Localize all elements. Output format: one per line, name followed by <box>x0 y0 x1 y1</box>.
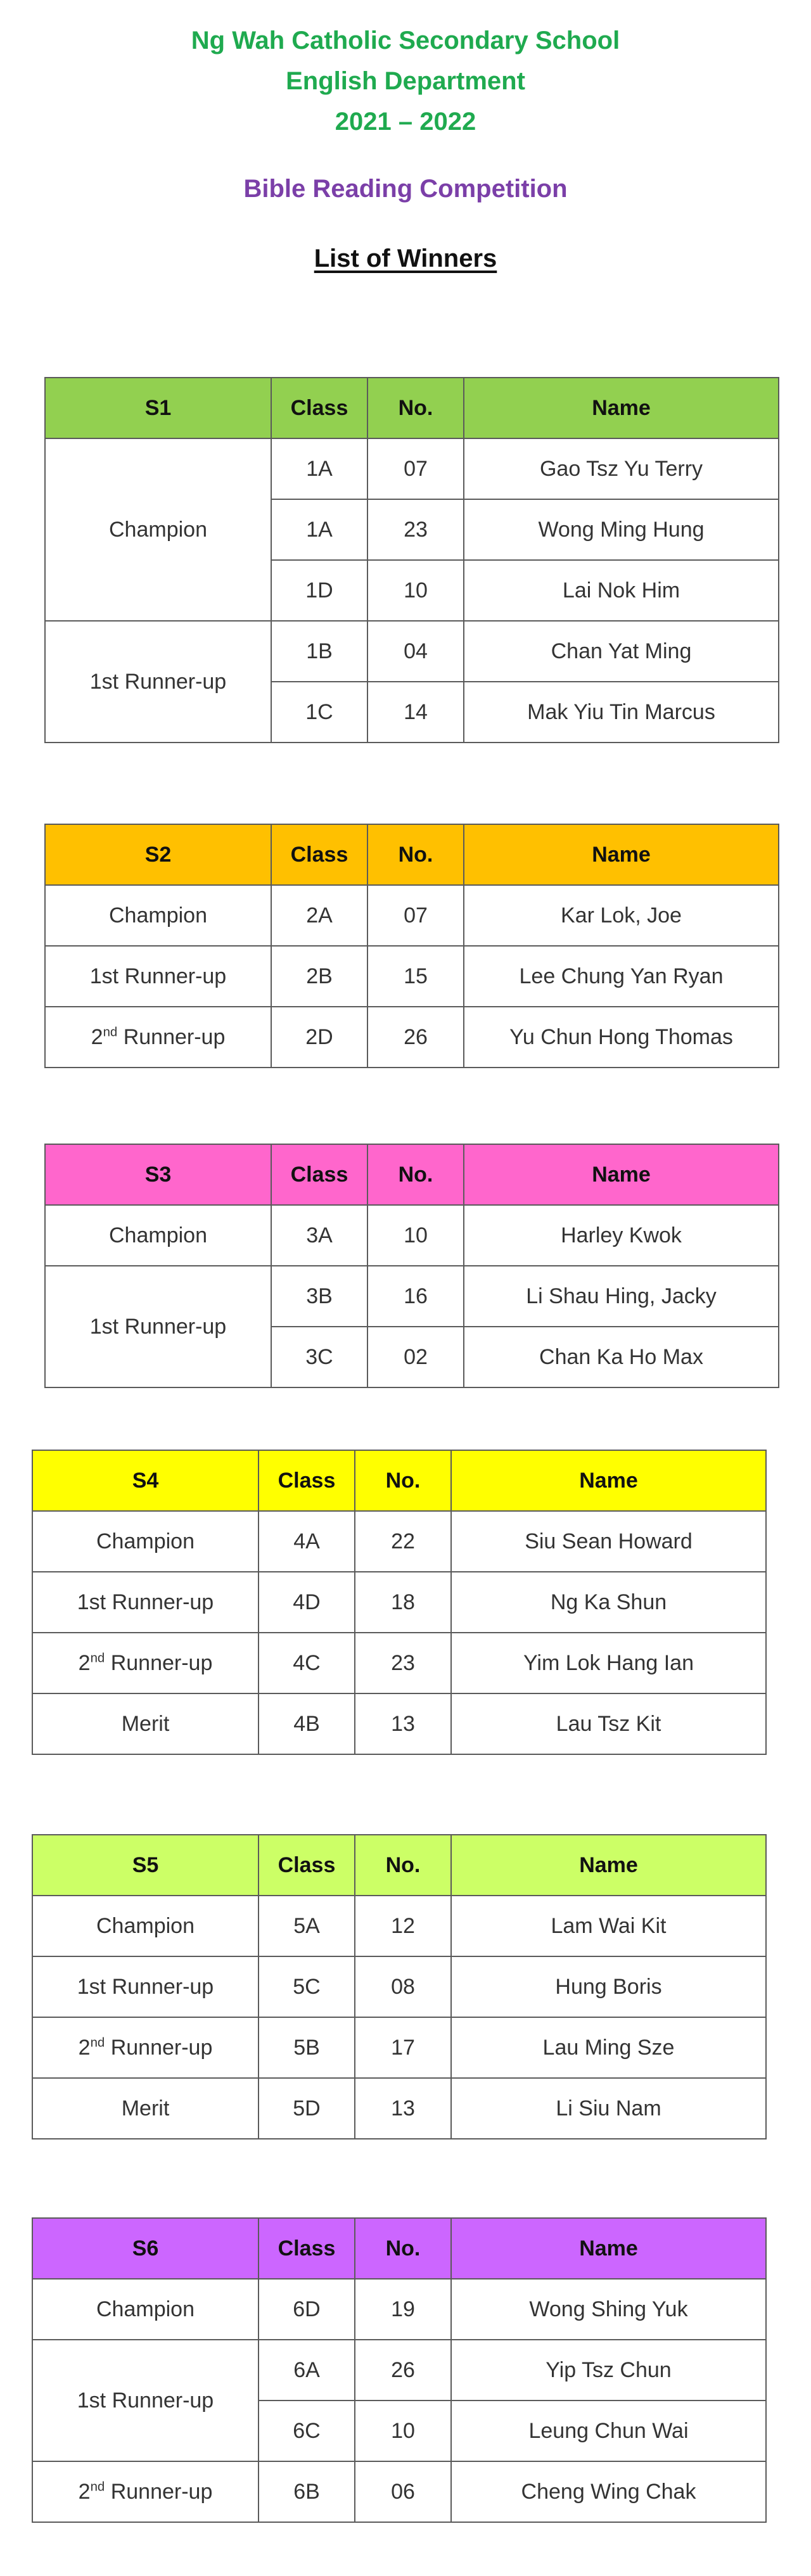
school-name: Ng Wah Catholic Secondary School <box>191 27 620 54</box>
name-cell: Lee Chung Yan Ryan <box>464 946 779 1007</box>
class-cell: 4B <box>259 1693 355 1754</box>
winners-table-s6 <box>32 2217 767 2523</box>
award-suffix: nd <box>90 2480 105 2494</box>
table-row <box>32 2461 766 2522</box>
table-row <box>32 1511 766 1572</box>
no-cell: 10 <box>367 1205 464 1266</box>
class-header: Class <box>259 1835 355 1896</box>
school-year: 2021 – 2022 <box>335 108 476 136</box>
table-header-row <box>45 378 779 438</box>
table-row <box>32 2078 766 2139</box>
class-header: Class <box>259 1450 355 1511</box>
table-row <box>45 1205 779 1266</box>
name-cell: Harley Kwok <box>464 1205 779 1266</box>
table-row <box>32 1572 766 1633</box>
table-row <box>45 1266 779 1327</box>
table-row <box>45 621 779 682</box>
table-row <box>32 2279 766 2340</box>
class-cell: 5D <box>259 2078 355 2139</box>
class-cell: 2B <box>271 946 367 1007</box>
award-cell: Champion <box>45 438 271 621</box>
class-cell: 4D <box>259 1572 355 1633</box>
winners-table-s2 <box>44 824 779 1068</box>
no-cell: 13 <box>355 1693 451 1754</box>
table-row <box>32 1633 766 1693</box>
name-cell: Yu Chun Hong Thomas <box>464 1007 779 1068</box>
no-header: No. <box>355 1450 451 1511</box>
competition-title: Bible Reading Competition <box>243 175 568 203</box>
class-cell: 6B <box>259 2461 355 2522</box>
name-cell: Lam Wai Kit <box>451 1896 766 1956</box>
form-header: S1 <box>45 378 271 438</box>
class-cell: 5A <box>259 1896 355 1956</box>
class-cell: 3B <box>271 1266 367 1327</box>
department-name: English Department <box>286 67 525 95</box>
no-header: No. <box>355 2218 451 2279</box>
name-header: Name <box>464 378 779 438</box>
class-cell: 3A <box>271 1205 367 1266</box>
winners-table-s1 <box>44 377 779 743</box>
name-cell: Wong Shing Yuk <box>451 2279 766 2340</box>
award-number: 2 <box>78 2035 91 2060</box>
class-cell: 1B <box>271 621 367 682</box>
no-cell: 19 <box>355 2279 451 2340</box>
award-cell: Champion <box>45 1205 271 1266</box>
no-cell: 15 <box>367 946 464 1007</box>
class-header: Class <box>271 378 367 438</box>
award-suffix: nd <box>103 1025 118 1040</box>
name-header: Name <box>464 1144 779 1205</box>
award-text: Runner-up <box>117 1024 226 1049</box>
no-cell: 22 <box>355 1511 451 1572</box>
class-header: Class <box>271 824 367 885</box>
award-cell: 1st Runner-up <box>45 1266 271 1387</box>
no-cell: 13 <box>355 2078 451 2139</box>
name-cell: Mak Yiu Tin Marcus <box>464 682 779 743</box>
award-number: 2 <box>78 1650 91 1675</box>
no-cell: 16 <box>367 1266 464 1327</box>
no-header: No. <box>355 1835 451 1896</box>
winners-table-s3 <box>44 1144 779 1388</box>
winners-table-s5 <box>32 1834 767 2139</box>
no-cell: 14 <box>367 682 464 743</box>
no-cell: 26 <box>355 2340 451 2401</box>
class-cell: 5B <box>259 2017 355 2078</box>
class-cell: 6C <box>259 2401 355 2461</box>
award-cell: Champion <box>32 1511 259 1572</box>
award-number: 2 <box>78 2479 91 2504</box>
name-header: Name <box>451 1835 766 1896</box>
class-cell: 3C <box>271 1327 367 1387</box>
name-header: Name <box>451 2218 766 2279</box>
no-cell: 07 <box>367 438 464 499</box>
class-cell: 6A <box>259 2340 355 2401</box>
no-cell: 06 <box>355 2461 451 2522</box>
award-suffix: nd <box>90 1651 105 1666</box>
table-header-row <box>45 1144 779 1205</box>
name-cell: Kar Lok, Joe <box>464 885 779 946</box>
no-cell: 04 <box>367 621 464 682</box>
winners-table-s4 <box>32 1450 767 1755</box>
name-cell: Lai Nok Him <box>464 560 779 621</box>
class-header: Class <box>259 2218 355 2279</box>
name-cell: Hung Boris <box>451 1956 766 2017</box>
name-cell: Li Siu Nam <box>451 2078 766 2139</box>
table-row <box>45 885 779 946</box>
award-cell: 1st Runner-up <box>32 1956 259 2017</box>
class-cell: 1A <box>271 438 367 499</box>
table-row <box>32 1956 766 2017</box>
name-cell: Cheng Wing Chak <box>451 2461 766 2522</box>
no-cell: 08 <box>355 1956 451 2017</box>
name-cell: Leung Chun Wai <box>451 2401 766 2461</box>
name-header: Name <box>451 1450 766 1511</box>
no-cell: 02 <box>367 1327 464 1387</box>
class-cell: 1C <box>271 682 367 743</box>
name-cell: Li Shau Hing, Jacky <box>464 1266 779 1327</box>
no-header: No. <box>367 378 464 438</box>
class-cell: 4C <box>259 1633 355 1693</box>
table-header-row <box>32 2218 766 2279</box>
name-cell: Wong Ming Hung <box>464 499 779 560</box>
table-header-row <box>32 1450 766 1511</box>
form-header: S3 <box>45 1144 271 1205</box>
award-text: Runner-up <box>105 2479 213 2504</box>
class-cell: 2D <box>271 1007 367 1068</box>
form-header: S6 <box>32 2218 259 2279</box>
award-number: 2 <box>91 1024 103 1049</box>
no-header: No. <box>367 1144 464 1205</box>
award-cell <box>32 1633 259 1693</box>
table-row <box>32 1693 766 1754</box>
award-cell: Merit <box>32 1693 259 1754</box>
name-cell: Chan Ka Ho Max <box>464 1327 779 1387</box>
award-text: Runner-up <box>105 1650 213 1675</box>
no-cell: 10 <box>367 560 464 621</box>
award-cell <box>45 1007 271 1068</box>
table-header-row <box>45 824 779 885</box>
table-row <box>32 1896 766 1956</box>
name-cell: Yim Lok Hang Ian <box>451 1633 766 1693</box>
name-cell: Gao Tsz Yu Terry <box>464 438 779 499</box>
award-cell: Champion <box>45 885 271 946</box>
award-cell: 1st Runner-up <box>45 946 271 1007</box>
form-header: S2 <box>45 824 271 885</box>
table-row <box>45 438 779 499</box>
no-cell: 17 <box>355 2017 451 2078</box>
class-cell: 2A <box>271 885 367 946</box>
no-cell: 26 <box>367 1007 464 1068</box>
table-row <box>32 2340 766 2401</box>
class-cell: 5C <box>259 1956 355 2017</box>
no-cell: 10 <box>355 2401 451 2461</box>
award-cell: 1st Runner-up <box>32 2340 259 2461</box>
no-cell: 23 <box>367 499 464 560</box>
form-header: S4 <box>32 1450 259 1511</box>
no-header: No. <box>367 824 464 885</box>
award-suffix: nd <box>90 2036 105 2050</box>
form-header: S5 <box>32 1835 259 1896</box>
name-cell: Lau Ming Sze <box>451 2017 766 2078</box>
no-cell: 07 <box>367 885 464 946</box>
name-cell: Chan Yat Ming <box>464 621 779 682</box>
name-cell: Yip Tsz Chun <box>451 2340 766 2401</box>
class-cell: 1A <box>271 499 367 560</box>
name-header: Name <box>464 824 779 885</box>
award-cell: Champion <box>32 1896 259 1956</box>
award-text: Runner-up <box>105 2035 213 2060</box>
no-cell: 12 <box>355 1896 451 1956</box>
no-cell: 23 <box>355 1633 451 1693</box>
class-cell: 1D <box>271 560 367 621</box>
class-header: Class <box>271 1144 367 1205</box>
award-cell <box>32 2461 259 2522</box>
name-cell: Siu Sean Howard <box>451 1511 766 1572</box>
award-cell <box>32 2017 259 2078</box>
name-cell: Ng Ka Shun <box>451 1572 766 1633</box>
class-cell: 4A <box>259 1511 355 1572</box>
award-cell: Merit <box>32 2078 259 2139</box>
table-row <box>45 946 779 1007</box>
list-title: List of Winners <box>314 245 497 272</box>
table-header-row <box>32 1835 766 1896</box>
class-cell: 6D <box>259 2279 355 2340</box>
award-cell: 1st Runner-up <box>32 1572 259 1633</box>
award-cell: 1st Runner-up <box>45 621 271 743</box>
table-row <box>45 1007 779 1068</box>
name-cell: Lau Tsz Kit <box>451 1693 766 1754</box>
document-header <box>0 0 811 276</box>
table-row <box>32 2017 766 2078</box>
award-cell: Champion <box>32 2279 259 2340</box>
no-cell: 18 <box>355 1572 451 1633</box>
